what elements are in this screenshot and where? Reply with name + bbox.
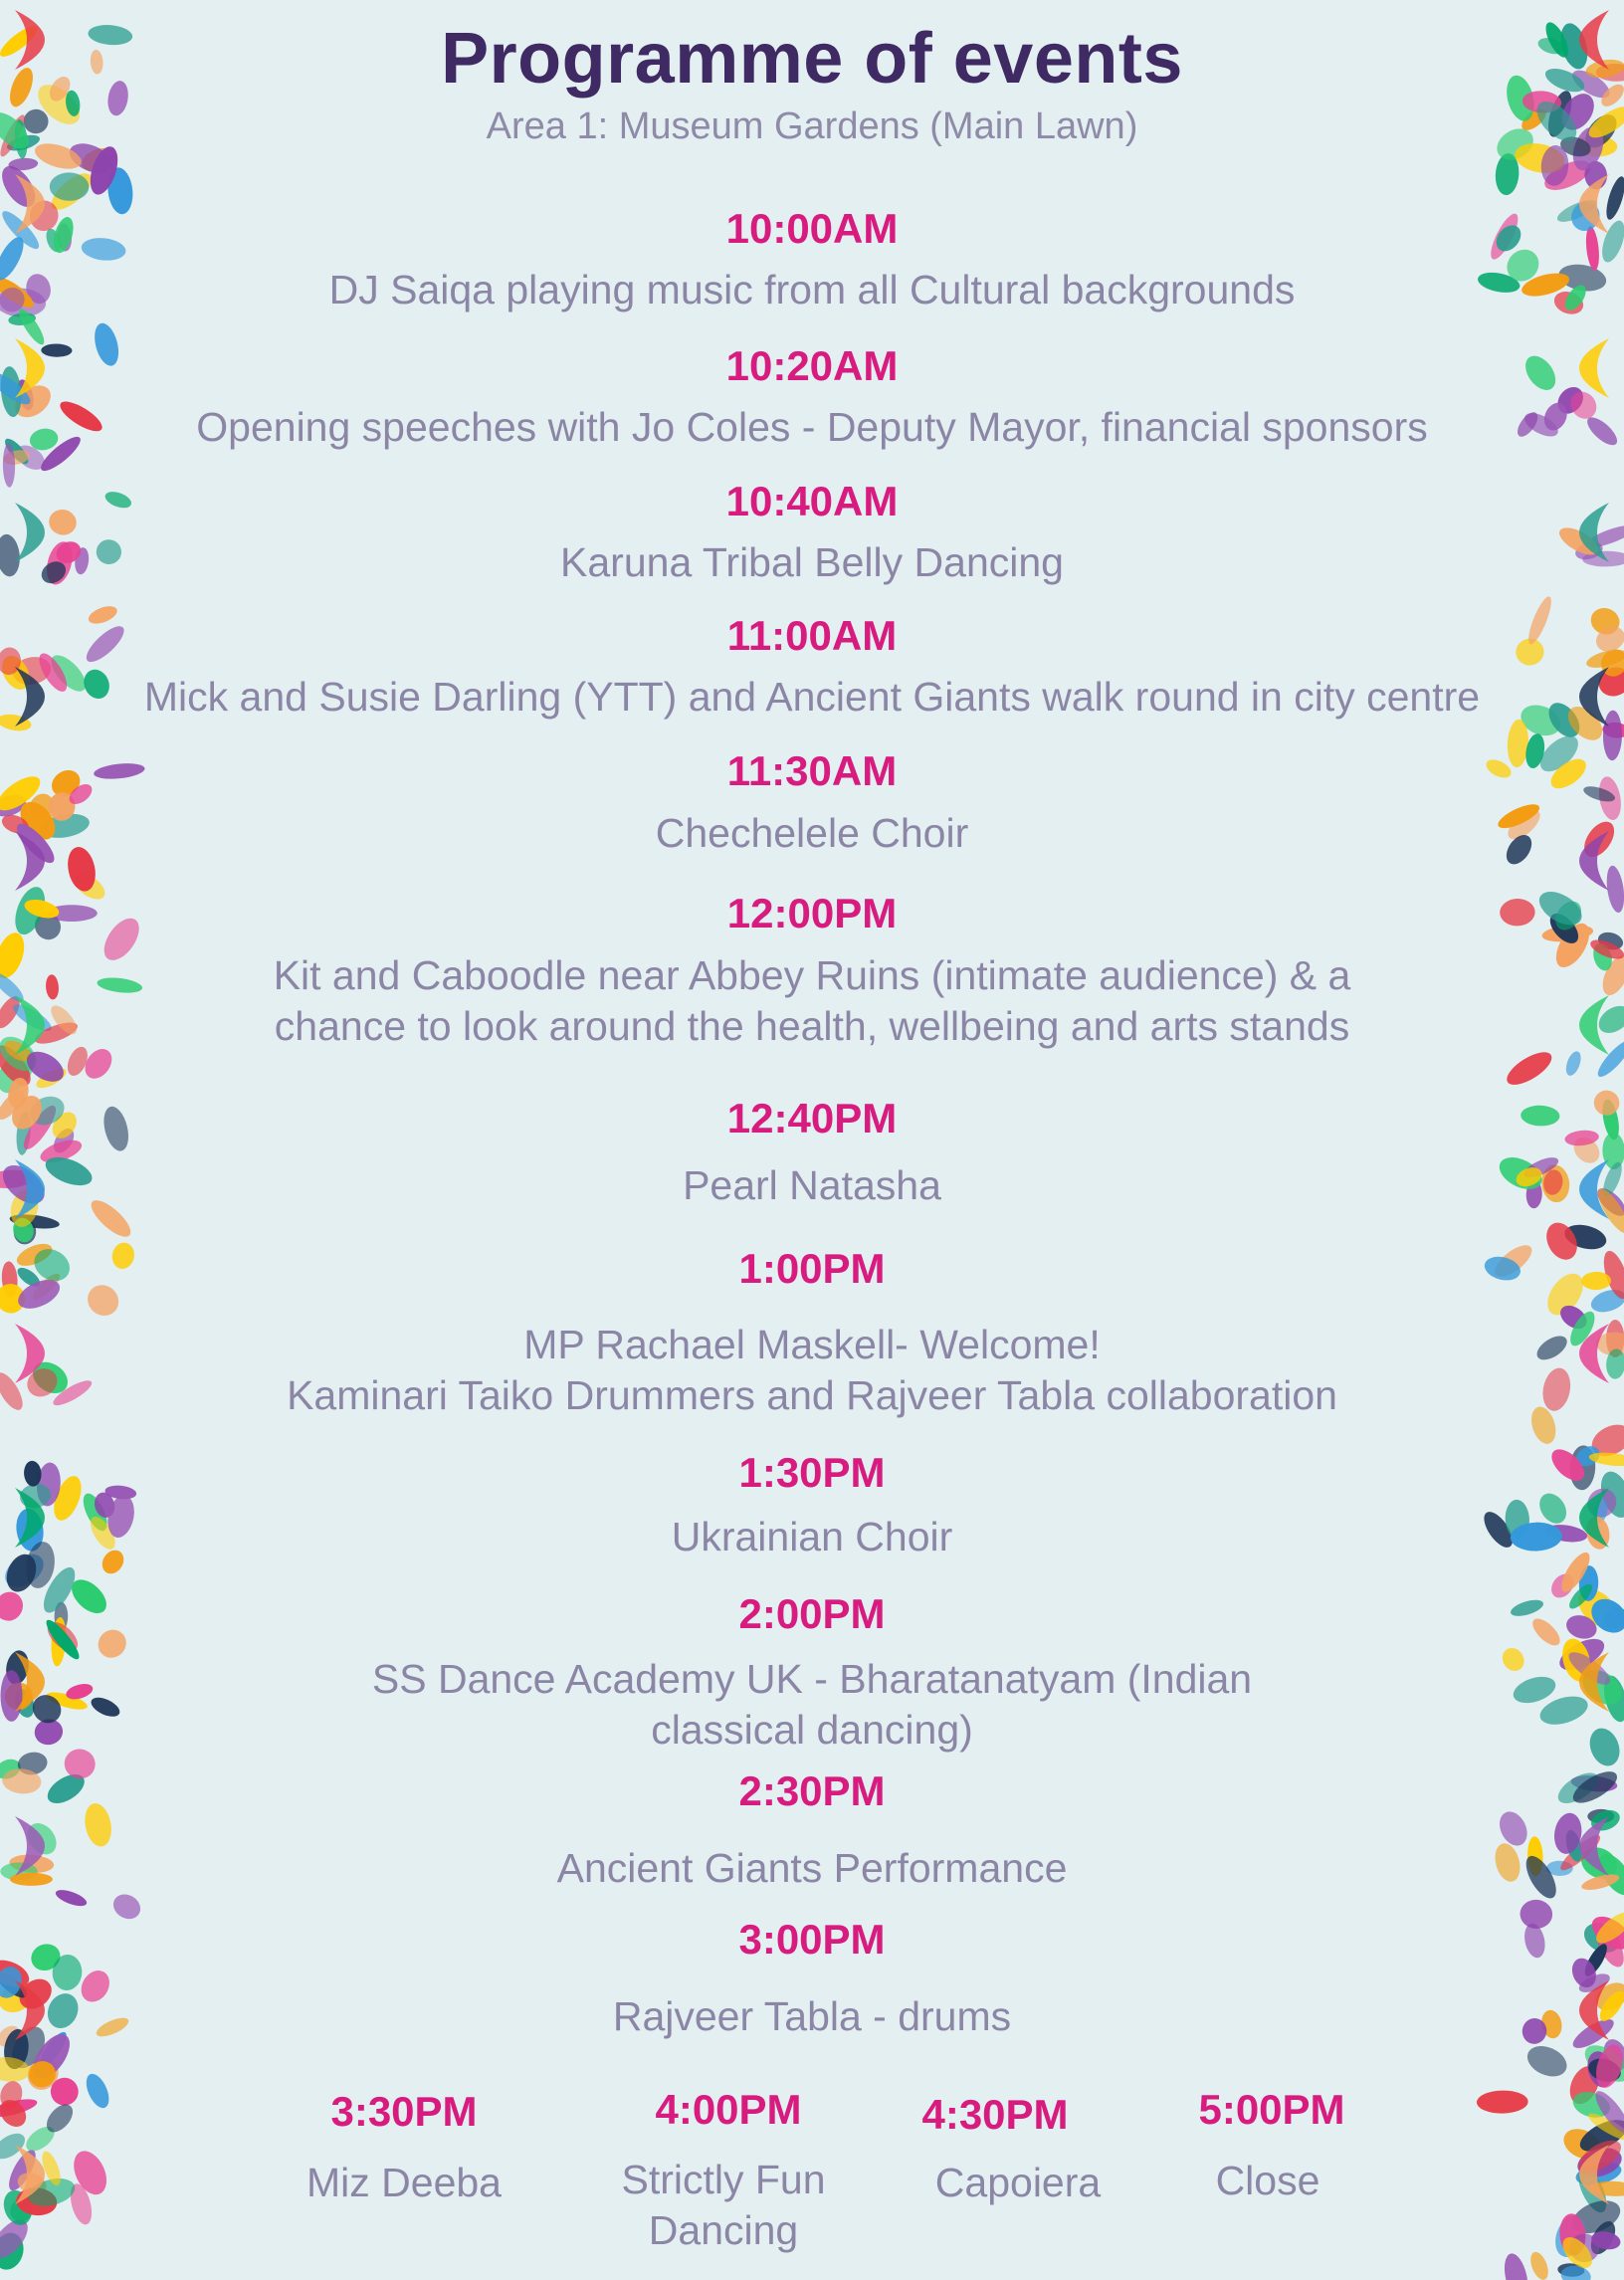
page-subtitle: Area 1: Museum Gardens (Main Lawn) — [486, 105, 1138, 147]
final-event-time: 3:30PM — [330, 2088, 478, 2135]
event-time: 11:00AM — [726, 612, 898, 659]
event-description: chance to look around the health, wellbeing and arts stands — [274, 1003, 1350, 1049]
event-description: Chechelele Choir — [655, 810, 969, 856]
page-title: Programme of events — [441, 19, 1183, 99]
event-description: Opening speeches with Jo Coles - Deputy Mayor, financial sponsors — [196, 404, 1428, 450]
event-description: Ancient Giants Performance — [556, 1845, 1068, 1891]
event-description: classical dancing) — [651, 1707, 973, 1753]
event-time: 1:00PM — [738, 1245, 886, 1292]
event-time: 1:30PM — [738, 1449, 886, 1496]
event-description: MP Rachael Maskell- Welcome! — [523, 1322, 1101, 1367]
event-description: Karuna Tribal Belly Dancing — [560, 539, 1064, 585]
event-description: Mick and Susie Darling (YTT) and Ancient Giants walk round in city centre — [143, 674, 1481, 720]
final-event-time: 5:00PM — [1198, 2086, 1345, 2133]
event-description: Ukrainian Choir — [671, 1514, 953, 1559]
final-event-description: Strictly Fun — [621, 2157, 826, 2202]
final-event-time: 4:00PM — [655, 2086, 802, 2133]
event-time: 11:30AM — [726, 747, 898, 794]
event-time: 10:40AM — [725, 478, 899, 524]
final-event-description: Miz Deeba — [306, 2160, 502, 2205]
event-description: Pearl Natasha — [683, 1162, 941, 1208]
final-event-time: 4:30PM — [921, 2091, 1069, 2138]
event-time: 2:30PM — [738, 1767, 886, 1814]
event-time: 2:00PM — [738, 1590, 886, 1637]
final-event-description: Close — [1215, 2158, 1320, 2203]
event-description: Rajveer Tabla - drums — [612, 1993, 1012, 2039]
event-time: 12:40PM — [726, 1095, 898, 1141]
event-time: 12:00PM — [726, 890, 898, 936]
event-description: SS Dance Academy UK - Bharatanatyam (Indian — [371, 1656, 1253, 1702]
final-event-description: Capoiera — [934, 2160, 1102, 2205]
event-time: 10:20AM — [725, 342, 899, 389]
event-description: DJ Saiqa playing music from all Cultural backgrounds — [328, 267, 1296, 312]
event-time: 10:00AM — [725, 205, 899, 252]
event-time: 3:00PM — [738, 1916, 886, 1963]
event-description: Kaminari Taiko Drummers and Rajveer Tabla collaboration — [287, 1372, 1337, 1418]
final-event-description: Dancing — [648, 2207, 799, 2253]
event-description: Kit and Caboodle near Abbey Ruins (intimate audience) & a — [273, 952, 1351, 998]
